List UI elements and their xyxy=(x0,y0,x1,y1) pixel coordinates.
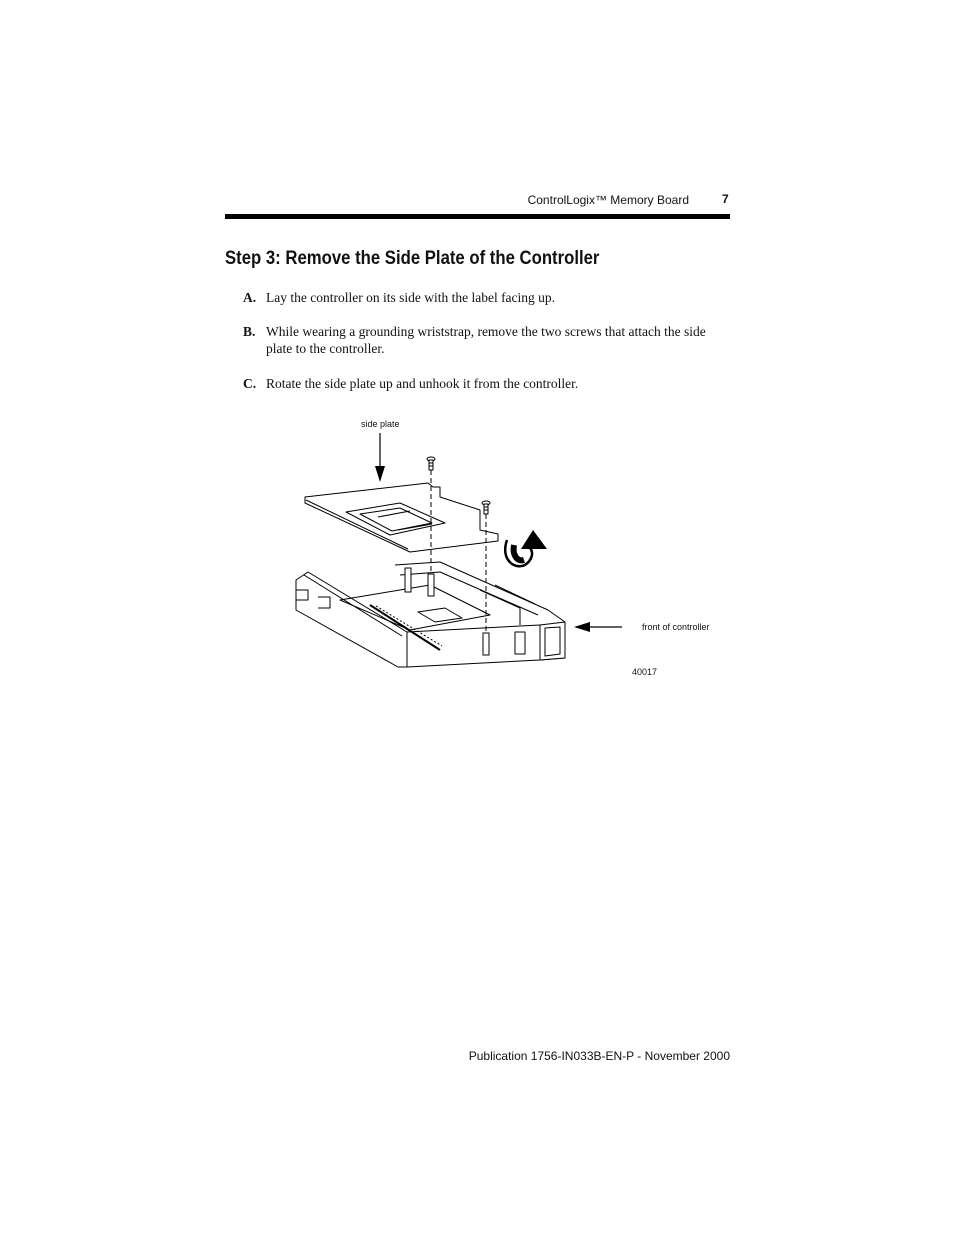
callout-side-plate: side plate xyxy=(361,419,400,429)
rotate-arrow-head-icon xyxy=(521,530,547,549)
figure-number: 40017 xyxy=(632,667,658,677)
running-header-title: ControlLogix™ Memory Board xyxy=(527,193,689,207)
callout-front-of-controller: front of controller xyxy=(642,622,710,632)
step-letter: B. xyxy=(243,324,256,339)
publication-footer: Publication 1756-IN033B-EN-P - November 2000 xyxy=(468,1049,730,1063)
page-number: 7 xyxy=(722,192,729,206)
step-letter: C. xyxy=(243,376,257,391)
header-rule xyxy=(225,214,730,219)
side-plate-drawing xyxy=(305,483,498,552)
front-pointer-arrow-icon xyxy=(574,622,622,632)
step-text: Rotate the side plate up and unhook it from the controller. xyxy=(266,376,579,391)
step-text: While wearing a grounding wriststrap, remove the two screws that attach the side plate to the controller. xyxy=(266,324,706,356)
screw-icon xyxy=(482,501,490,514)
side-plate-pointer-arrow-icon xyxy=(375,433,385,482)
section-heading: Step 3: Remove the Side Plate of the Controller xyxy=(225,248,600,269)
controller-side-plate-illustration xyxy=(280,410,740,685)
controller-chassis-drawing xyxy=(296,562,565,667)
step-text: Lay the controller on its side with the label facing up. xyxy=(266,290,556,305)
screw-icon xyxy=(427,457,435,470)
step-letter: A. xyxy=(243,290,257,305)
